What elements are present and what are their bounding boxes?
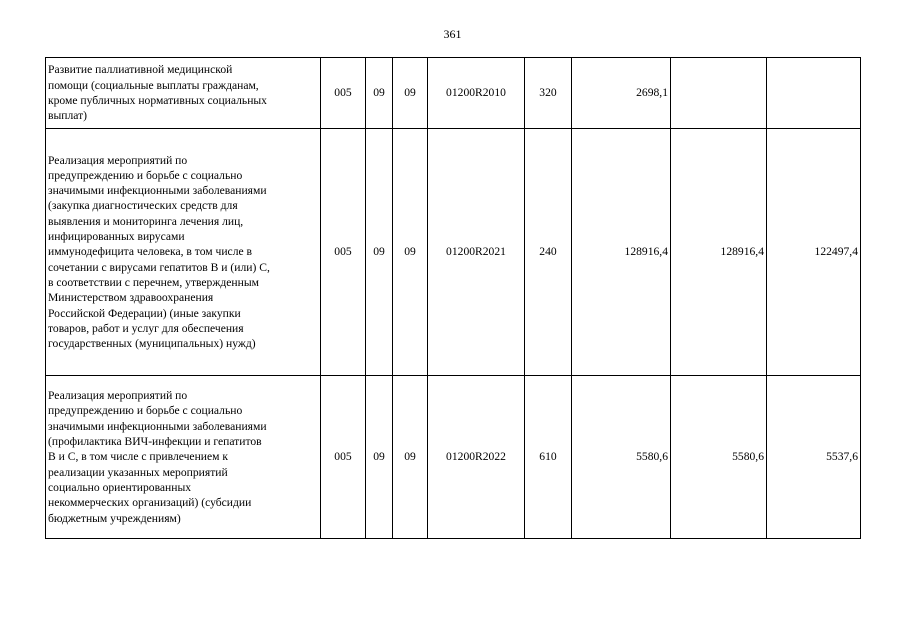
subsection-code: 09 (393, 376, 428, 539)
section-code: 09 (366, 129, 393, 376)
table-row (46, 376, 861, 539)
amount-year-2 (671, 58, 767, 129)
amount-year-3: 122497,4 (767, 129, 861, 376)
amount-year-2: 128916,4 (671, 129, 767, 376)
table-row (46, 58, 861, 129)
amount-year-3 (767, 58, 861, 129)
section-code: 09 (366, 58, 393, 129)
expense-type-code: 320 (525, 58, 572, 129)
ministry-code: 005 (321, 376, 366, 539)
section-code: 09 (366, 376, 393, 539)
subsection-code: 09 (393, 129, 428, 376)
row-description: Развитие паллиативной медицинской помощи (социальные выплаты гражданам, кроме публичных нормативных социальных выплат) (46, 58, 321, 129)
target-article-code: 01200R2010 (428, 58, 525, 129)
subsection-code: 09 (393, 58, 428, 129)
page-number: 361 (443, 27, 462, 41)
expense-type-code: 240 (525, 129, 572, 376)
amount-year-2: 5580,6 (671, 376, 767, 539)
amount-year-1: 5580,6 (572, 376, 671, 539)
table-row (46, 129, 861, 376)
amount-year-1: 128916,4 (572, 129, 671, 376)
amount-year-1: 2698,1 (572, 58, 671, 129)
amount-year-3: 5537,6 (767, 376, 861, 539)
target-article-code: 01200R2022 (428, 376, 525, 539)
ministry-code: 005 (321, 58, 366, 129)
row-description: Реализация мероприятий по предупреждению и борьбе с социально значимыми инфекционными заболеваниями (закупка диагностических средств для выявления и мониторинга лечения лиц, инфицированных вирусами иммунодефицита человека, в том числе в сочетании с вирусами гепатитов B и (или) C, в соответствии с перечнем, утвержденным Министерством здравоохранения Российской Федерации) (иные закупки товаров, работ и услуг для обеспечения государственных (муниципальных) нужд) (46, 129, 321, 376)
ministry-code: 005 (321, 129, 366, 376)
expense-type-code: 610 (525, 376, 572, 539)
row-description: Реализация мероприятий по предупреждению и борьбе с социально значимыми инфекционными заболеваниями (профилактика ВИЧ-инфекции и гепатитов B и C, в том числе с привлечением к реализации указанных мероприятий социально ориентированных некоммерческих организаций) (субсидии бюджетным учреждениям) (46, 376, 321, 539)
target-article-code: 01200R2021 (428, 129, 525, 376)
budget-table (45, 57, 861, 539)
